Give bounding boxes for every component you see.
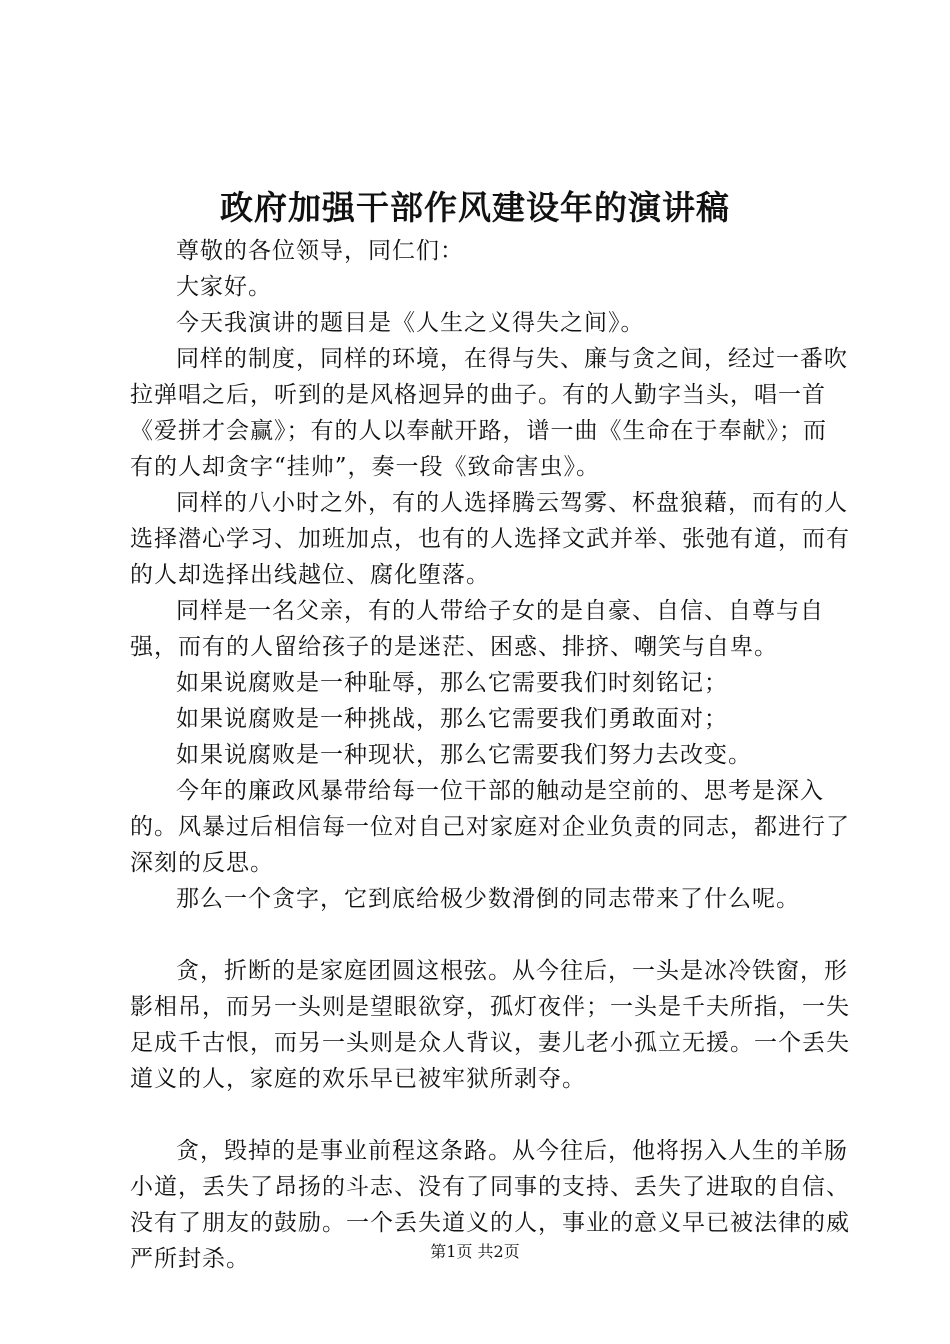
body-paragraph: 那么一个贪字，它到底给极少数滑倒的同志带来了什么呢。 [176, 886, 800, 912]
salutation-paragraph: 尊敬的各位领导，同仁们： [176, 238, 464, 264]
document-title: 政府加强干部作风建设年的演讲稿 [220, 188, 730, 227]
body-paragraph: 如果说腐败是一种耻辱，那么它需要我们时刻铭记； [176, 670, 728, 696]
body-paragraph: 如果说腐败是一种挑战，那么它需要我们勇敢面对； [176, 706, 728, 732]
body-paragraph: 今年的廉政风暴带给每一位干部的触动是空前的、思考是深入的。风暴过后相信每一位对自己对家庭对企业负责的同志，都进行了深刻的反思。 [130, 778, 850, 876]
document-body [130, 233, 850, 1277]
page-number-footer: 第1页 共2页 [430, 1242, 520, 1261]
body-paragraph: 贪，毁掉的是事业前程这条路。从今往后，他将拐入人生的羊肠小道，丢失了昂扬的斗志、没有了同事的支持、丢失了进取的自信、没有了朋友的鼓励。一个丢失道义的人，事业的意义早已被法律的威严所封杀。 [130, 1138, 850, 1272]
body-paragraph: 贪，折断的是家庭团圆这根弦。从今往后，一头是冰冷铁窗，形影相吊，而另一头则是望眼欲穿，孤灯夜伴；一头是千夫所指，一失足成千古恨，而另一头则是众人背议，妻儿老小孤立无援。一个丢失道义的人，家庭的欢乐早已被牢狱所剥夺。 [130, 958, 850, 1092]
body-paragraph: 同样的八小时之外，有的人选择腾云驾雾、杯盘狼藉，而有的人选择潜心学习、加班加点，也有的人选择文武并举、张弛有道，而有的人却选择出线越位、腐化堕落。 [130, 490, 850, 588]
body-paragraph: 同样的制度，同样的环境，在得与失、廉与贪之间，经过一番吹拉弹唱之后，听到的是风格迥异的曲子。有的人勤字当头，唱一首《爱拼才会赢》；有的人以奉献开路，谱一曲《生命在于奉献》；而有的人却贪字“挂帅”，奏一段《致命害虫》。 [130, 346, 848, 480]
body-paragraph: 同样是一名父亲，有的人带给子女的是自豪、自信、自尊与自强，而有的人留给孩子的是迷茫、困惑、排挤、嘲笑与自卑。 [130, 598, 824, 660]
greeting-paragraph: 大家好。 [176, 274, 272, 300]
body-paragraph: 如果说腐败是一种现状，那么它需要我们努力去改变。 [176, 742, 752, 768]
topic-paragraph: 今天我演讲的题目是《人生之义得失之间》。 [176, 310, 645, 336]
